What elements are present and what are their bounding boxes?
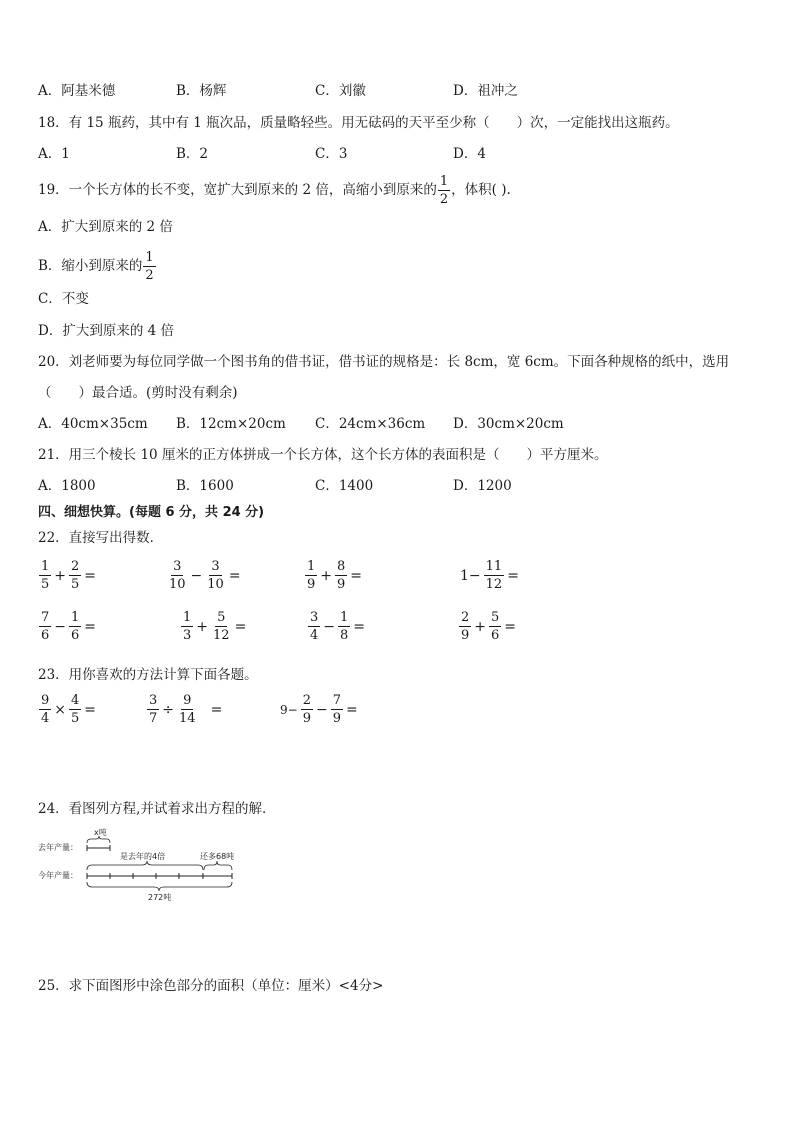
operator: − <box>323 618 336 635</box>
equals-sign: = <box>350 567 363 584</box>
fraction-numerator: 3 <box>173 559 182 574</box>
this-year-label: 今年产量： <box>38 871 78 880</box>
operator: − <box>190 567 203 584</box>
line-segment-diagram <box>38 826 258 902</box>
more-brace <box>204 861 232 870</box>
q19-option-c: C．不变 <box>38 291 89 307</box>
fraction-numerator: 3 <box>310 610 319 625</box>
q22-expr-3 <box>304 556 364 595</box>
q17-option-d: D．祖冲之 <box>453 83 518 99</box>
operator: + <box>474 618 487 635</box>
operator: + <box>320 567 333 584</box>
fraction-numerator: 1 <box>439 174 449 189</box>
q20-option-a: A．40cm×35cm <box>38 416 148 432</box>
fraction-denominator: 9 <box>332 711 341 726</box>
q21-option-b: B．1600 <box>176 478 234 494</box>
fraction-denominator: 6 <box>491 628 500 643</box>
q18-text: 18．有 15 瓶药，其中有 1 瓶次品，质量略轻些。用无砝码的天平至少称（ ）次，一定能找出这瓶药。 <box>38 115 679 131</box>
fraction-denominator: 7 <box>149 711 158 726</box>
q19-option-d: D．扩大到原来的 4 倍 <box>38 323 174 339</box>
q25-text: 25．求下面图形中涂色部分的面积（单位：厘米）<4分> <box>38 978 384 994</box>
x-brace <box>87 836 110 843</box>
fraction-numerator: 1 <box>340 610 349 625</box>
q22-expr-2 <box>166 556 243 595</box>
fraction-numerator: 1 <box>307 559 316 574</box>
equals-sign: = <box>353 618 366 635</box>
fraction-denominator: 2 <box>145 268 154 283</box>
q23-expr-2 <box>146 690 224 729</box>
fraction-denominator: 9 <box>337 577 346 592</box>
fraction-denominator: 2 <box>439 192 449 207</box>
equals-sign: = <box>84 567 97 584</box>
fraction-numerator: 3 <box>211 559 220 574</box>
operator: × <box>54 701 67 718</box>
q23-expr-1 <box>38 690 98 729</box>
fraction-numerator: 11 <box>485 559 503 574</box>
fraction-numerator: 2 <box>302 693 311 708</box>
q20-text-line2: （ ）最合适。(剪时没有剩余) <box>38 385 238 401</box>
total-brace <box>87 882 232 891</box>
fraction-numerator: 9 <box>41 693 50 708</box>
q19-option-b <box>38 248 157 284</box>
q20-option-c: C．24cm×36cm <box>315 416 426 432</box>
fraction-numerator: 2 <box>461 610 470 625</box>
equals-sign: = <box>228 567 241 584</box>
q17-option-a: A．阿基米德 <box>38 83 116 99</box>
fraction-denominator: 4 <box>310 628 319 643</box>
fraction-denominator: 14 <box>179 711 196 726</box>
equals-sign: = <box>234 618 247 635</box>
fraction-numerator: 1 <box>71 610 80 625</box>
q19-fraction <box>438 175 450 206</box>
leading-term: 9− <box>280 702 298 717</box>
q22-expr-4 <box>458 556 521 595</box>
q22-expr-8 <box>458 607 518 646</box>
equals-sign: = <box>84 618 97 635</box>
q18-option-a: A．1 <box>38 146 70 162</box>
q20-option-d: D．30cm×20cm <box>453 416 564 432</box>
fraction-denominator: 5 <box>71 577 80 592</box>
operator: − <box>315 701 328 718</box>
more-label: 还多68吨 <box>200 852 235 861</box>
fraction-numerator: 9 <box>183 693 192 708</box>
equals-sign: = <box>210 701 223 718</box>
q22-text: 22．直接写出得数． <box>38 530 164 546</box>
fraction-numerator: 2 <box>71 559 80 574</box>
q19-text-after: ，体积( ). <box>451 182 511 198</box>
q20-text-line1: 20．刘老师要为每位同学做一个图书角的借书证，借书证的规格是：长 8cm，宽 6cm。下面各种规格的纸中，选用 <box>38 354 730 370</box>
q19-option-b-text: B．缩小到原来的 <box>38 258 143 274</box>
fraction-denominator: 5 <box>41 577 50 592</box>
q21-option-d: D．1200 <box>453 478 512 494</box>
fraction-denominator: 12 <box>213 628 230 643</box>
fraction-denominator: 10 <box>169 577 186 592</box>
q23-expr-3 <box>278 690 360 729</box>
fraction-denominator: 6 <box>71 628 80 643</box>
fraction-denominator: 9 <box>307 577 316 592</box>
fraction-denominator: 8 <box>340 628 349 643</box>
fraction-denominator: 9 <box>302 711 311 726</box>
operator: + <box>196 618 209 635</box>
leading-term: 1− <box>460 567 481 584</box>
fraction-numerator: 5 <box>491 610 500 625</box>
times-brace <box>87 861 203 870</box>
section-heading: 四、细想快算。(每题 6 分，共 24 分) <box>38 505 265 520</box>
fraction-numerator: 1 <box>41 559 50 574</box>
last-year-label: 去年产量： <box>38 843 78 852</box>
fraction-denominator: 4 <box>41 711 50 726</box>
equals-sign: = <box>504 618 517 635</box>
fraction-numerator: 8 <box>337 559 346 574</box>
equals-sign: = <box>507 567 519 584</box>
fraction-denominator: 10 <box>207 577 224 592</box>
equals-sign: = <box>84 701 97 718</box>
equals-sign: = <box>346 701 358 718</box>
fraction-denominator: 9 <box>461 628 470 643</box>
fraction-numerator: 7 <box>332 693 341 708</box>
fraction-numerator: 1 <box>183 610 192 625</box>
operator: + <box>54 567 67 584</box>
q23-text: 23．用你喜欢的方法计算下面各题。 <box>38 667 258 683</box>
q19-option-b-fraction <box>143 251 155 282</box>
q17-option-b: B．杨辉 <box>176 83 227 99</box>
fraction-numerator: 7 <box>41 610 50 625</box>
q24-text: 24．看图列方程,并试着求出方程的解． <box>38 801 276 817</box>
fraction-denominator: 5 <box>71 711 80 726</box>
fraction-denominator: 12 <box>485 577 503 592</box>
fraction-numerator: 1 <box>145 250 154 265</box>
q19-question <box>38 172 511 208</box>
fraction-numerator: 5 <box>217 610 226 625</box>
q22-expr-5 <box>38 607 98 646</box>
q21-option-a: A．1800 <box>38 478 96 494</box>
fraction-denominator: 3 <box>183 628 192 643</box>
q21-text: 21．用三个棱长 10 厘米的正方体拼成一个长方体，这个长方体的表面积是（ ）平方厘米。 <box>38 447 608 463</box>
times-label: 是去年的4倍 <box>120 852 166 861</box>
operator: ÷ <box>162 701 175 718</box>
fraction-numerator: 4 <box>71 693 80 708</box>
q18-option-b: B．2 <box>176 146 209 162</box>
q20-option-b: B．12cm×20cm <box>176 416 286 432</box>
q22-expr-6 <box>180 607 248 646</box>
fraction-numerator: 3 <box>149 693 158 708</box>
q18-option-c: C．3 <box>315 146 348 162</box>
q17-option-c: C．刘徽 <box>315 83 366 99</box>
x-label: x吨 <box>94 828 107 837</box>
q22-expr-1 <box>38 556 98 595</box>
q19-option-a: A．扩大到原来的 2 倍 <box>38 219 173 235</box>
fraction-denominator: 6 <box>41 628 50 643</box>
total-label: 272吨 <box>148 893 172 902</box>
q18-option-d: D．4 <box>453 146 486 162</box>
q22-expr-7 <box>307 607 367 646</box>
q21-option-c: C．1400 <box>315 478 374 494</box>
q19-text-before: 19．一个长方体的长不变，宽扩大到原来的 2 倍，高缩小到原来的 <box>38 182 437 198</box>
operator: − <box>54 618 67 635</box>
